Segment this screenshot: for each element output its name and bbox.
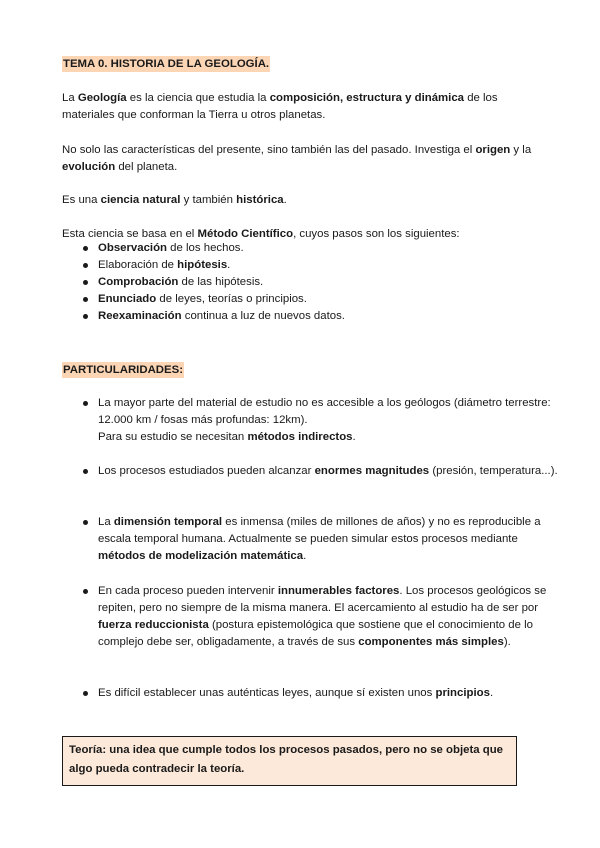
intro-paragraph-1: La Geología es la ciencia que estudia la composición, estructura y dinámica de los materiales que conforman la Tierra u otros planetas. (62, 92, 498, 121)
list-item: Observación de los hechos. (62, 240, 542, 257)
bullet-icon (83, 246, 88, 251)
bullet-icon (83, 520, 88, 525)
list-item: Comprobación de las hipótesis. (62, 274, 542, 291)
section-title-particularidades: PARTICULARIDADES: (63, 364, 184, 376)
bullet-icon (83, 314, 88, 319)
intro-paragraph-4: Esta ciencia se basa en el Método Científico, cuyos pasos son los siguientes: (62, 228, 460, 240)
list-item: En cada proceso pueden intervenir innumerables factores. Los procesos geológicos se repiten, pero no siempre de la misma manera. El acercamiento al estudio ha de ser por fuerza reduccionista (postura epistemológica que sostiene que el conocimiento de lo complejo debe ser, obligadamente, a través de sus componentes más simples). (62, 583, 568, 651)
bullet-icon (83, 401, 88, 406)
bullet-icon (83, 469, 88, 474)
theory-callout-box: Teoría: una idea que cumple todos los procesos pasados, pero no se objeta que algo pueda contradecir la teoría. (62, 736, 517, 786)
bullet-icon (83, 263, 88, 268)
intro-paragraph-2: No solo las características del presente, sino también las del pasado. Investiga el origen y la evolución del planeta. (62, 144, 532, 173)
bullet-icon (83, 589, 88, 594)
list-item: Los procesos estudiados pueden alcanzar enormes magnitudes (presión, temperatura...). (62, 463, 568, 480)
list-item: Elaboración de hipótesis. (62, 257, 542, 274)
list-item: Enunciado de leyes, teorías o principios. (62, 291, 542, 308)
method-steps-list (62, 240, 542, 325)
list-item: La mayor parte del material de estudio no es accesible a los geólogos (diámetro terrestre: 12.000 km / fosas más profundas: 12km). Para su estudio se necesitan métodos indirectos. (62, 395, 568, 446)
list-item: Es difícil establecer unas auténticas leyes, aunque sí existen unos principios. (62, 685, 568, 702)
page-title: TEMA 0. HISTORIA DE LA GEOLOGÍA. (63, 58, 270, 70)
intro-paragraph-3: Es una ciencia natural y también histórica. (62, 194, 287, 206)
bullet-icon (83, 297, 88, 302)
bullet-icon (83, 691, 88, 696)
list-item: Reexaminación continua a luz de nuevos datos. (62, 308, 542, 325)
bullet-icon (83, 280, 88, 285)
list-item: La dimensión temporal es inmensa (miles de millones de años) y no es reproducible a escala temporal humana. Actualmente se pueden simular estos procesos mediante métodos de modelización matemática. (62, 514, 568, 565)
